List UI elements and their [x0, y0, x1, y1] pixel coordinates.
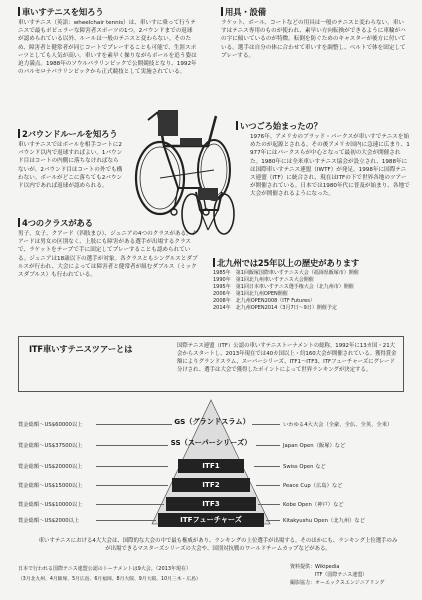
tier-prize: 賞金総額〜US$2000以上: [18, 518, 80, 524]
timeline-item: 2014年 北九州OPEN2014（3月7日〜9日）開催予定: [213, 305, 337, 311]
timeline-item: 2006年 第1回北九州OPEN開催: [213, 291, 288, 297]
credit-source: 資料提供：Wikipedia: [290, 564, 340, 570]
section-title-classes: 4つのクラスがある: [18, 217, 93, 229]
section-title-wheelchair: 車いすテニスを知ろう: [18, 6, 103, 18]
section-body-bounce: 車いすテニスではボールを相手コートに2バウンド以内で返球すればよい。1バウンド目はコートの内側に落ちなければならないが、2バウンド目はコートの外でも構わない。ボールがどこに落ちても2バウンド以内であれば返球が認められる。: [18, 142, 123, 190]
tier-gs: GS（グランドスラム）: [174, 417, 250, 426]
tier-itf2: ITF2: [172, 478, 250, 492]
tier-futures: ITFフューチャーズ: [158, 513, 264, 527]
timeline-item: 2008年 北九州OPEN2008（ITF Futures）: [213, 298, 315, 304]
section-body-equipment: ラケット、ボール、コートなどの用具は一般のテニスと変わらない。車いすはテニス専用のものが使われ、素早い方向転換ができるように車輪がハの字に傾いているのが特徴。転倒を防ぐためのキャスターが後方に付いている。選手は自分の体に合わせて車いすを調整し、ベルトで体を固定してプレーする。: [221, 20, 406, 59]
itf-title: ITF車いすテニスツアーとは: [29, 344, 133, 354]
tier-example: Swiss Open など: [283, 464, 326, 470]
bottom-note: 車いすテニスにおける4大大会は、国際的な大会の中で最も権威があり、ランキングの上位選手が出場する。そのほかにも、ランキング上位選手のみが出場できるマスターズシリーズの大会や、国別対抗戦のワールドチームカップなどがある。: [38, 538, 398, 552]
section-body-wheelchair: 車いすテニス（英語：wheelchair tennis）は、車いすに乗って行うテニスで最もポピュラーな障害者スポーツの1つ。2バウンドまでの返球が認められている以外、ルールは一般のテニスと変わらない。そのため、障害者と健常者が同じコートでプレーすることも可能で、生涯スポーツとしても人気が高い。車いすを素早く操りながらボールを追う姿は迫力満点。1988年のソウルパラリンピックで公開競技となり、1992年のバルセロナパラリンピックから正式競技として実施されている。: [18, 20, 197, 76]
itf-body: 国際テニス連盟（ITF）公認の車いすテニストーナメントの総称。1992年に13カ国・21大会からスタートし、2013年現在では40カ国以上・約160大会が開催されている。獲得賞金額によりグランドスラム、スーパーシリーズ、ITF1〜ITF3、ITFフューチャーズにグレード分けされ、選手は大会で獲得したポイントによって世界ランキングが決定する。: [177, 343, 397, 373]
section-title-kitakyushu: 北九州では25年以上の歴史があります: [213, 257, 359, 269]
tier-itf1: ITF1: [178, 459, 244, 473]
section-title-bounce: 2バウンドルールを知ろう: [18, 128, 117, 140]
tier-example: いわゆる4大大会（全豪、全仏、全英、全米）: [283, 422, 393, 428]
itf-tour-box: [18, 336, 404, 392]
tier-example: Peace Cup（広島）など: [283, 483, 343, 489]
tier-prize: 賞金総額〜US$10000以上: [18, 502, 83, 508]
tier-itf3: ITF3: [166, 497, 256, 511]
tier-example: Japan Open（飯塚）など: [283, 443, 346, 449]
tier-prize: 賞金総額〜US$15000以上: [18, 483, 83, 489]
wheelchair-small-photo: [178, 178, 238, 238]
section-body-classes: 男子、女子、クアード（四肢まひ）、ジュニアの4つのクラスがある。クアードは男女の区別なく、上肢にも障害がある選手が出場するクラスで、ラケットをテープで手に固定してプレーすることも認められている。ジュニアは18歳以下の選手が対象。各クラスともシングルスとダブルスが行われ、大会によっては障害者と健常者が組むダブルス（ミックスダブルス）も行われている。: [18, 231, 198, 279]
section-title-history: いつごろ始まったの？: [236, 120, 322, 132]
timeline-item: 1985年 第1回飯塚国際車いすテニス大会（福岡県飯塚市）開催: [213, 270, 359, 276]
tier-ss: SS（スーパーシリーズ）: [170, 438, 252, 447]
section-title-equipment: 用具・設備: [221, 6, 266, 18]
credit-photo: 撮影協力：オーエックスエンジニアリング: [290, 580, 385, 586]
tier-example: Kobe Open（神戸）など: [283, 502, 344, 508]
japan-tournaments-schedule: （3月北九州、4月飯塚、5月広島、6月福岡、8月大阪、9月大阪、10月三木・広島）: [18, 577, 201, 582]
tier-prize: 賞金総額〜US$20000以上: [18, 464, 83, 470]
section-body-history: 1976年、アメリカのブラッド・パークスが車いすでテニスを始めたのが起源とされる。その後アメリカ国内に急速に広まり、1977年にはパークスらが中心となって最初の大会が開催された。1980年には全米車いすテニス協会が設立され、1988年には国際車いすテニス連盟（IWTF）が発足。1998年に国際テニス連盟（ITF）に統合され、現在はITFの下で世界各地のツアーが開催されている。日本では1980年代に普及が始まり、各地で大会が開催されるようになった。: [250, 134, 410, 198]
timeline-item: 1995年 第1回日本車いすテニス選手権大会（北九州市）開催: [213, 284, 354, 290]
tier-prize: 賞金総額〜US$60000以上: [18, 422, 83, 428]
credit-source-itf: ITF（国際テニス連盟）: [290, 572, 368, 578]
japan-tournaments-line: 日本で行われる国際テニス連盟公認のトーナメントは9大会。（2013年現在）: [18, 566, 192, 572]
timeline-item: 1990年 第1回北九州車いすテニス大会開催: [213, 277, 314, 283]
tier-prize: 賞金総額〜US$37500以上: [18, 443, 83, 449]
kitakyushu-timeline: [213, 270, 411, 312]
tier-example: Kitakyushu Open（北九州）など: [283, 518, 366, 524]
